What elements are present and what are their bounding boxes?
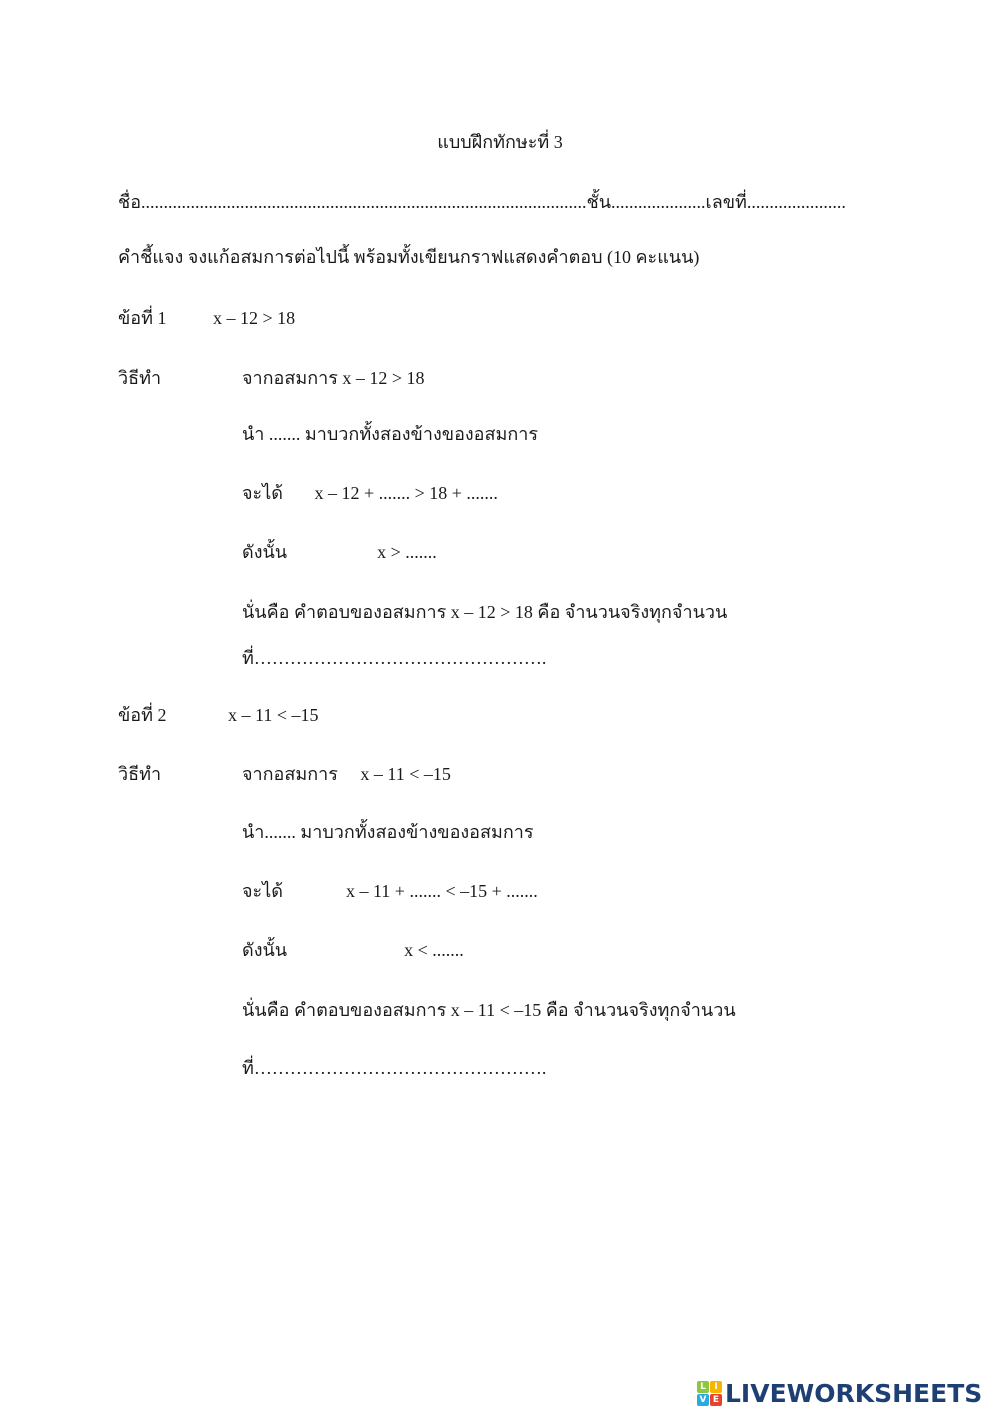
problem-2-step-4: ดังนั้น x < ....... (242, 940, 464, 960)
problem-1-step-5: นั่นคือ คำตอบของอสมการ x – 12 > 18 คือ จำนวนจริงทุกจำนวน (242, 602, 728, 622)
logo-tile-l: L (697, 1381, 709, 1393)
problem-1-step-3: จะได้ x – 12 + ....... > 18 + ....... (242, 483, 498, 503)
logo-tile-v: V (697, 1394, 709, 1406)
problem-1-inequality: x – 12 > 18 (213, 308, 296, 328)
logo-text: LIVEWORKSHEETS (725, 1378, 983, 1408)
problem-1-method-label: วิธีทำ (118, 368, 162, 388)
problem-2-step-3: จะได้ x – 11 + ....... < –15 + ....... (242, 881, 538, 901)
instructions: คำชี้แจง จงแก้อสมการต่อไปนี้ พร้อมทั้งเขียนกราฟแสดงคำตอบ (10 คะแนน) (118, 247, 700, 267)
logo-tile-e: E (710, 1394, 722, 1406)
problem-2-step-1: จากอสมการ x – 11 < –15 (242, 764, 451, 784)
liveworksheets-logo (697, 1378, 982, 1408)
problem-2-step-5: นั่นคือ คำตอบของอสมการ x – 11 < –15 คือ จำนวนจริงทุกจำนวน (242, 1000, 736, 1020)
problem-1-step-4: ดังนั้น x > ....... (242, 542, 437, 562)
logo-tiles-icon (697, 1381, 722, 1406)
problem-1-label: ข้อที่ 1 (118, 308, 167, 328)
problem-1-answer-blank: ที่…………………………………………. (242, 648, 547, 668)
problem-2-answer-blank: ที่…………………………………………. (242, 1058, 547, 1078)
problem-2-method-label: วิธีทำ (118, 764, 162, 784)
problem-1-step-2: นำ ....... มาบวกทั้งสองข้างของอสมการ (242, 424, 538, 444)
problem-1-step-1: จากอสมการ x – 12 > 18 (242, 368, 425, 388)
worksheet-title: แบบฝึกทักษะที่ 3 (437, 132, 563, 152)
name-class-number-line: ชื่อ...................................................................................................ชั้น.....................เลขที่...................... (118, 192, 846, 212)
problem-2-label: ข้อที่ 2 (118, 705, 167, 725)
problem-2-step-2: นำ....... มาบวกทั้งสองข้างของอสมการ (242, 822, 534, 842)
problem-2-inequality: x – 11 < –15 (228, 705, 319, 725)
logo-tile-i: I (710, 1381, 722, 1393)
